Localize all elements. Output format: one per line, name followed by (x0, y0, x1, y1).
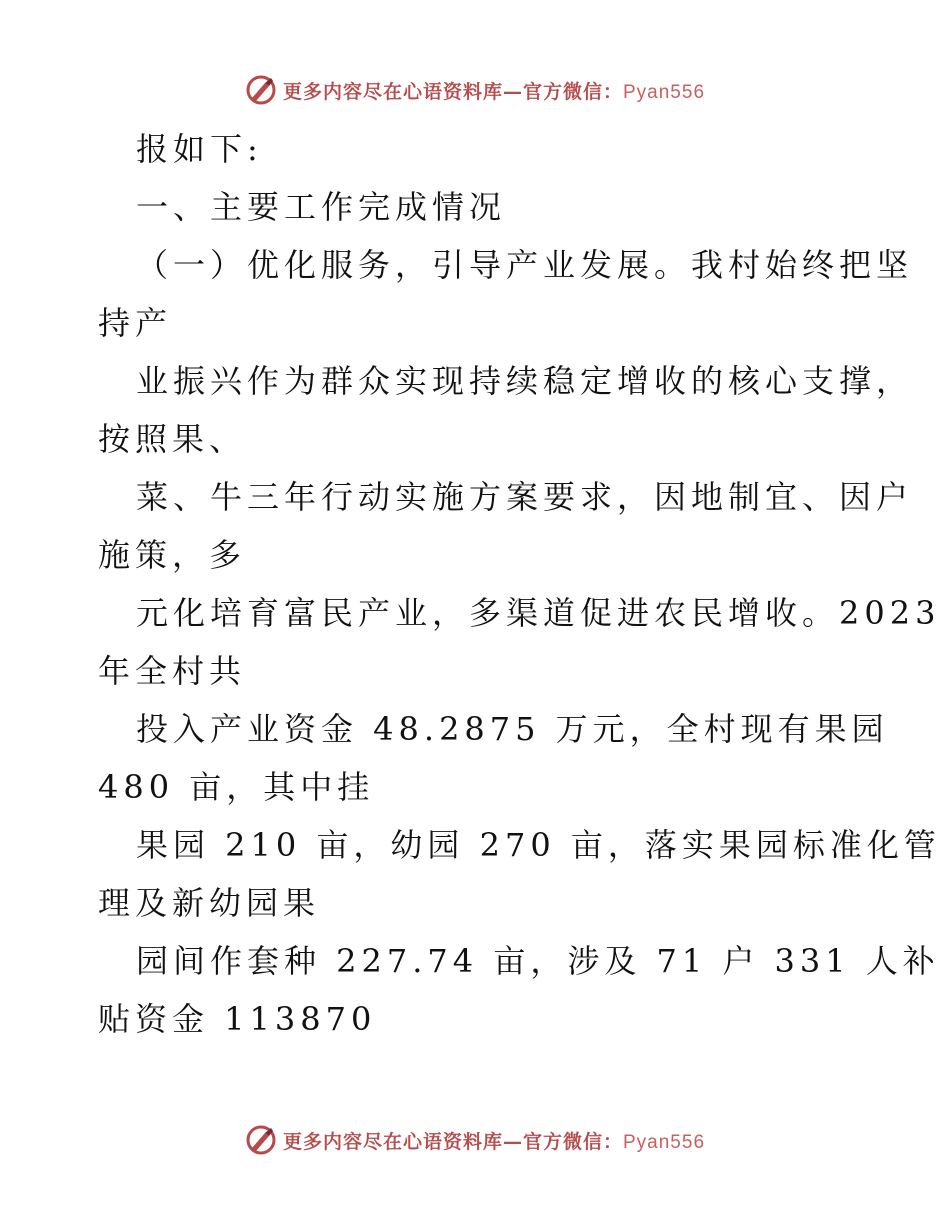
pen-logo-icon (245, 74, 277, 106)
header-watermark (0, 70, 950, 110)
section-heading: 一、主要工作完成情况 (136, 188, 507, 226)
text-line: 施策，多 (98, 536, 247, 574)
text-line: 480 亩，其中挂 (98, 768, 375, 806)
text-line: 菜、牛三年行动实施方案要求，因地制宜、因户 (136, 478, 914, 516)
text-line: 园间作套种 227.74 亩，涉及 71 户 331 人补 (136, 942, 940, 980)
text-line: 贴资金 113870 (98, 1000, 377, 1038)
document-body (98, 120, 941, 1048)
watermark-text: 更多内容尽在心语资料库—官方微信：Pyan556 (282, 1130, 706, 1153)
text-line: 报如下: (136, 130, 263, 168)
watermark-text: 更多内容尽在心语资料库—官方微信：Pyan556 (282, 80, 706, 103)
text-line: 果园 210 亩，幼园 270 亩，落实果园标准化管 (136, 826, 941, 864)
wechat-id: Pyan556 (623, 1131, 706, 1153)
text-line: 按照果、 (98, 420, 247, 458)
text-line: 年全村共 (98, 652, 247, 690)
text-line: 投入产业资金 48.2875 万元，全村现有果园 (136, 710, 889, 748)
text-line: （一）优化服务，引导产业发展。我村始终把坚 (136, 246, 914, 284)
wechat-id: Pyan556 (623, 81, 706, 103)
pen-logo-icon (245, 1124, 277, 1156)
text-line: 元化培育富民产业，多渠道促进农民增收。2023 (136, 594, 941, 632)
text-line: 持产 (98, 304, 173, 342)
text-line: 业振兴作为群众实现持续稳定增收的核心支撑， (136, 362, 914, 400)
footer-watermark (0, 1120, 950, 1160)
text-line: 理及新幼园果 (98, 884, 321, 922)
